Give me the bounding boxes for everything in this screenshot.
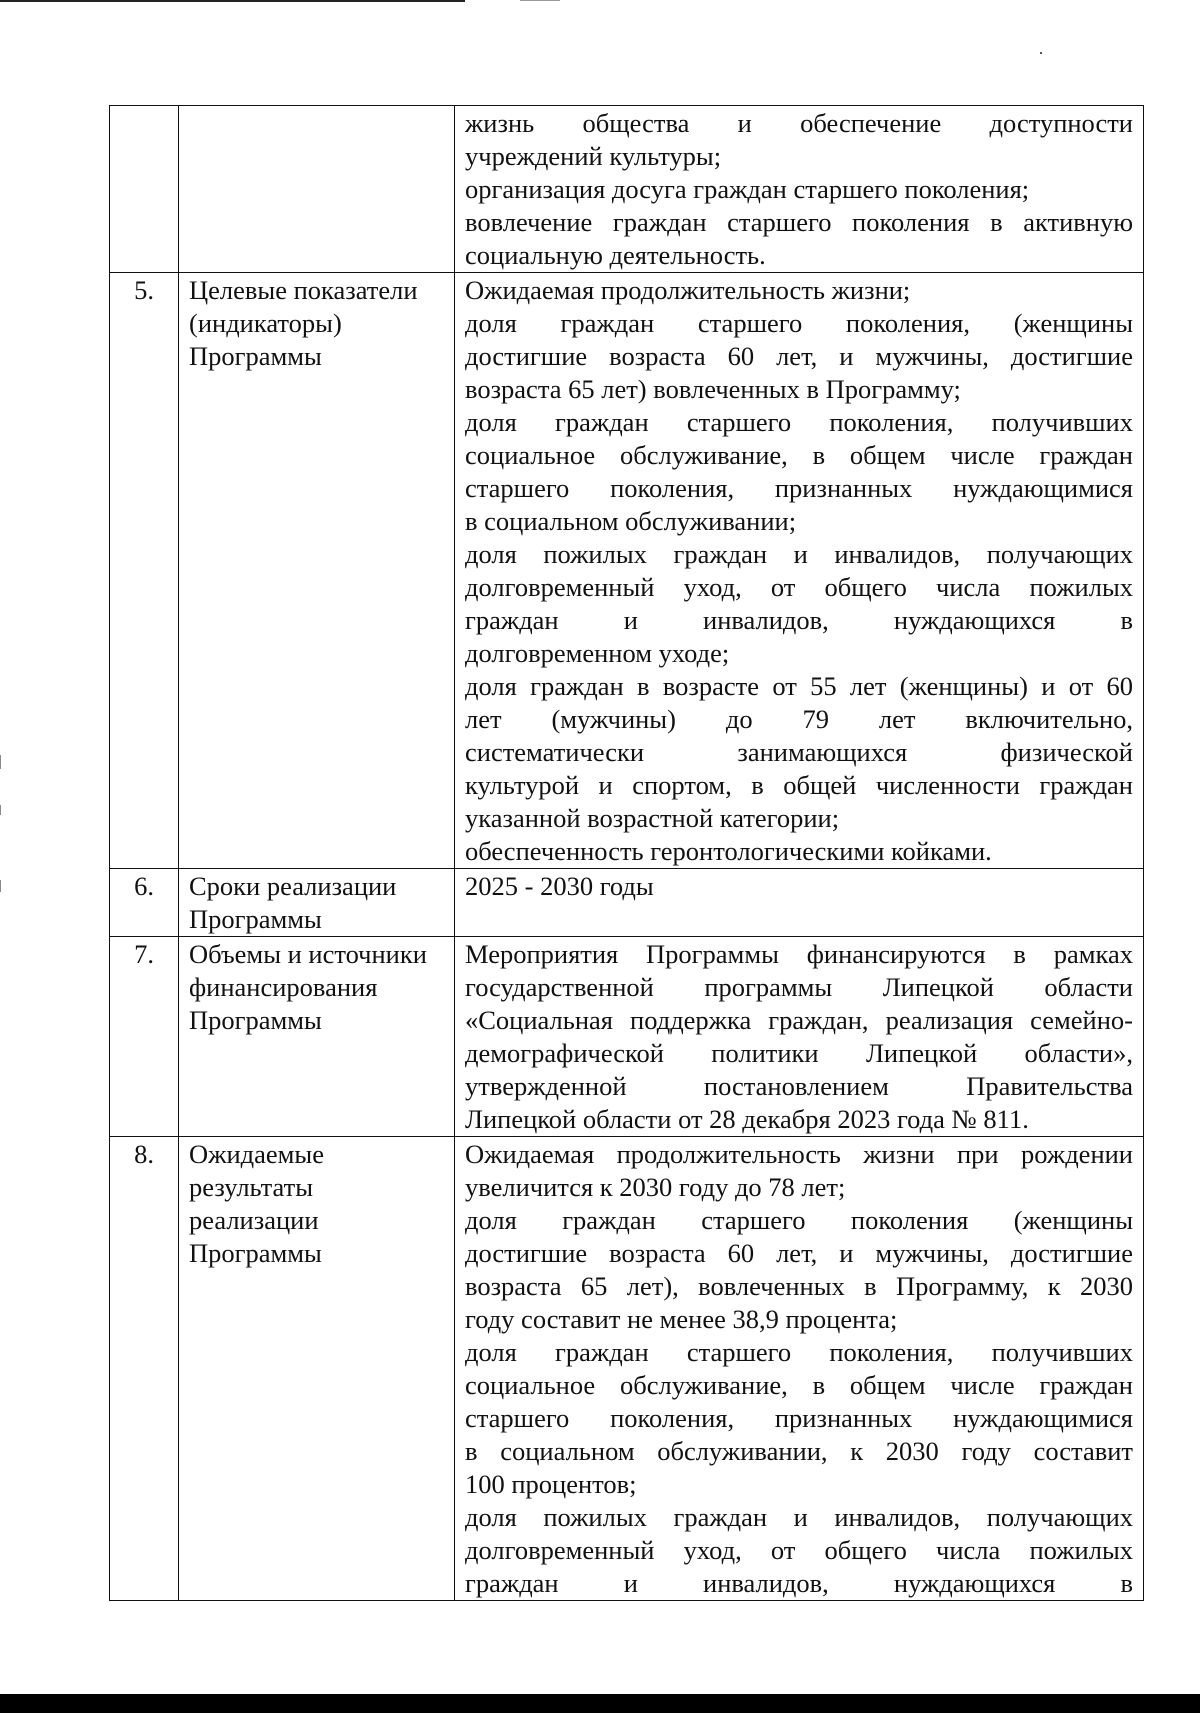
parameter-value-line: жизнь общества и обеспечение доступности (465, 108, 1133, 138)
parameter-value-line: граждан и инвалидов, нуждающихся в (465, 1568, 1133, 1598)
table-row (110, 273, 1144, 869)
table-row (110, 1137, 1144, 1601)
parameter-value-line: доля граждан старшего поколения, (женщины (465, 308, 1133, 338)
parameter-value-line: старшего поколения, признанных нуждающимися (465, 473, 1133, 503)
scan-left-edge-mark (0, 755, 1, 769)
parameter-value-line: старшего поколения, признанных нуждающимися (465, 1403, 1133, 1433)
scan-left-edge-mark (0, 880, 1, 892)
parameter-value-line: лет (мужчины) до 79 лет включительно, (465, 704, 1133, 734)
parameter-value-line: Ожидаемая продолжительность жизни при рождении (465, 1139, 1133, 1169)
scan-speck (1040, 52, 1042, 54)
parameter-value-line: обеспеченность геронтологическими койками. (465, 836, 992, 866)
parameter-value-line: в социальном обслуживании, к 2030 году составит (465, 1436, 1133, 1466)
parameter-name-line: Программы (189, 904, 322, 934)
parameter-value-line: доля пожилых граждан и инвалидов, получающих (465, 1502, 1133, 1532)
scan-top-edge (0, 0, 465, 2)
parameter-value-line: социальную деятельность. (465, 240, 766, 270)
parameter-name-line: Объемы и источники (189, 939, 427, 969)
parameter-name-line: Сроки реализации (189, 871, 397, 901)
passport-table-body (110, 106, 1144, 1601)
parameter-value-line: учреждений культуры; (465, 141, 722, 171)
parameter-value-line: Липецкой области от 28 декабря 2023 года № 811. (465, 1104, 1029, 1134)
parameter-value-line: году составит не менее 38,9 процента; (465, 1304, 898, 1334)
row-parameter-name (179, 869, 455, 937)
row-number: 6. (110, 869, 179, 937)
row-parameter-name (179, 273, 455, 869)
parameter-name-line: Программы (189, 1005, 322, 1035)
parameter-value-line: систематически занимающихся физической (465, 737, 1133, 767)
row-parameter-name (179, 937, 455, 1137)
table-row (110, 937, 1144, 1137)
parameter-value-line: возраста 65 лет), вовлеченных в Программу, к 2030 (465, 1271, 1133, 1301)
row-parameter-name (179, 1137, 455, 1601)
parameter-value-line: социальное обслуживание, в общем числе граждан (465, 440, 1133, 470)
parameter-value-line: достигшие возраста 60 лет, и мужчины, достигшие (465, 1238, 1133, 1268)
parameter-name-line: Программы (189, 1238, 322, 1268)
parameter-value-line: долговременный уход, от общего числа пожилых (465, 1535, 1133, 1565)
parameter-name-line: Программы (189, 341, 322, 371)
parameter-value-line: указанной возрастной категории; (465, 803, 840, 833)
row-parameter-value (455, 937, 1144, 1137)
row-parameter-value (455, 1137, 1144, 1601)
table-row (110, 869, 1144, 937)
parameter-name-line: (индикаторы) (189, 308, 342, 338)
parameter-value-line: организация досуга граждан старшего поколения; (465, 174, 1030, 204)
row-number (110, 106, 179, 273)
row-number: 7. (110, 937, 179, 1137)
parameter-value-line: граждан и инвалидов, нуждающихся в (465, 605, 1133, 635)
parameter-value-line: Ожидаемая продолжительность жизни; (465, 275, 911, 305)
parameter-value-line: доля пожилых граждан и инвалидов, получающих (465, 539, 1133, 569)
parameter-value-line: доля граждан в возрасте от 55 лет (женщины) и от 60 (465, 671, 1133, 701)
parameter-value-line: доля граждан старшего поколения, получивших (465, 407, 1133, 437)
row-parameter-value (455, 106, 1144, 273)
parameter-value-line: вовлечение граждан старшего поколения в активную (465, 207, 1133, 237)
parameter-value-line: доля граждан старшего поколения (женщины (465, 1205, 1133, 1235)
parameter-value-line: долговременном уходе; (465, 638, 730, 668)
parameter-name-line: реализации (189, 1205, 319, 1235)
scan-top-mark (520, 0, 560, 1)
parameter-name-line: финансирования (189, 972, 378, 1002)
row-parameter-name (179, 106, 455, 273)
row-number: 5. (110, 273, 179, 869)
parameter-value-line: Мероприятия Программы финансируются в рамках (465, 939, 1133, 969)
row-parameter-value (455, 869, 1144, 937)
parameter-value-line: увеличится к 2030 году до 78 лет; (465, 1172, 846, 1202)
parameter-value-line: долговременный уход, от общего числа пожилых (465, 572, 1133, 602)
parameter-value-line: государственной программы Липецкой области (465, 972, 1133, 1002)
program-passport-table (109, 105, 1144, 1601)
parameter-value-line: утвержденной постановлением Правительства (465, 1071, 1133, 1101)
parameter-value-line: культурой и спортом, в общей численности граждан (465, 770, 1133, 800)
parameter-value-line: 100 процентов; (465, 1469, 637, 1499)
scan-bottom-edge (0, 1694, 1200, 1713)
parameter-name-line: результаты (189, 1172, 313, 1202)
parameter-value-line: достигшие возраста 60 лет, и мужчины, достигшие (465, 341, 1133, 371)
parameter-value-line: доля граждан старшего поколения, получивших (465, 1337, 1133, 1367)
parameter-value-line: в социальном обслуживании; (465, 506, 797, 536)
parameter-value-line: 2025 - 2030 годы (465, 871, 654, 901)
parameter-value-line: «Социальная поддержка граждан, реализация семейно- (465, 1005, 1133, 1035)
parameter-value-line: возраста 65 лет) вовлеченных в Программу; (465, 374, 961, 404)
row-number: 8. (110, 1137, 179, 1601)
parameter-name-line: Целевые показатели (189, 275, 418, 305)
parameter-value-line: демографической политики Липецкой области», (465, 1038, 1133, 1068)
parameter-value-line: социальное обслуживание, в общем числе граждан (465, 1370, 1133, 1400)
parameter-name-line: Ожидаемые (189, 1139, 324, 1169)
table-row (110, 106, 1144, 273)
row-parameter-value (455, 273, 1144, 869)
scan-left-edge-mark (0, 805, 1, 815)
